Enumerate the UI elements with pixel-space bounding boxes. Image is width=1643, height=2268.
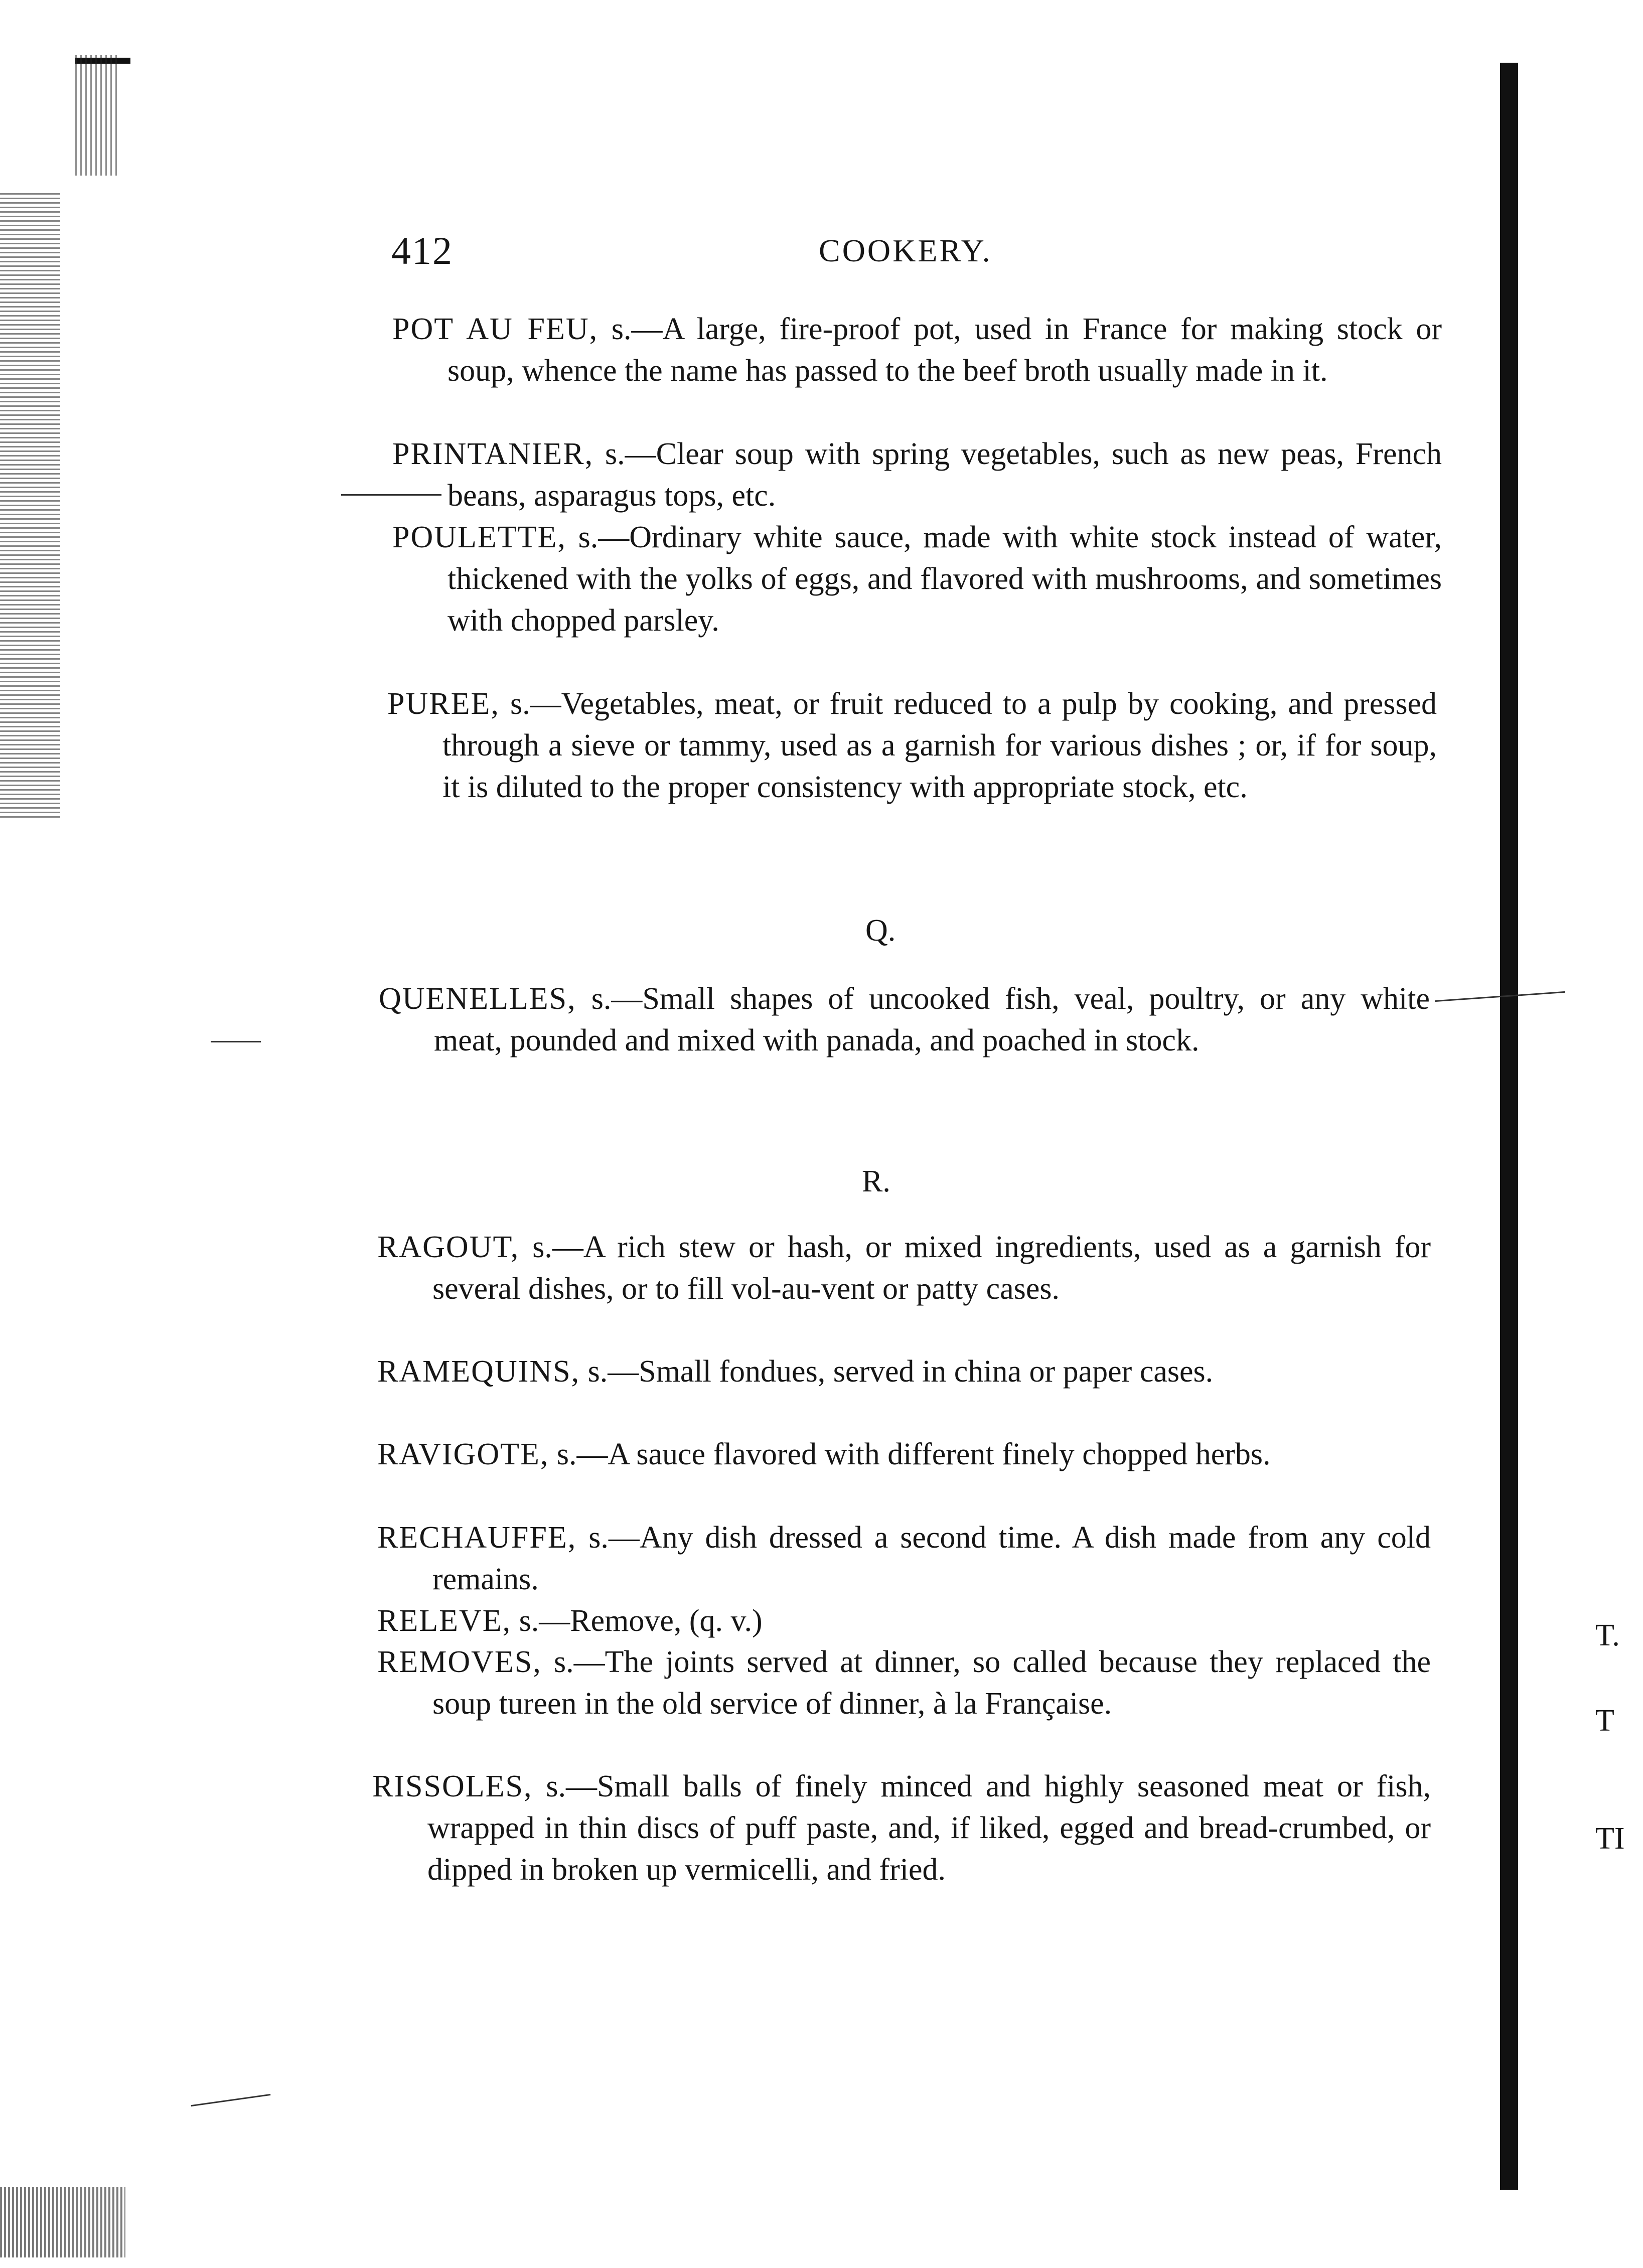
glossary-entry [377, 1600, 1431, 1642]
entry-definition: s.—A sauce flavored with different finely chopped herbs. [549, 1437, 1271, 1471]
entry-definition: s.—Remove, (q. v.) [511, 1604, 763, 1638]
glossary-entry [377, 1227, 1431, 1310]
entry-definition: s.—Small shapes of uncooked fish, veal, poultry, or any white meat, pounded and mixed with panada, and poached in stock. [434, 982, 1430, 1057]
glossary-entry [392, 517, 1442, 642]
running-title: COOKERY. [819, 233, 992, 268]
section-heading-r: R. [862, 1164, 890, 1198]
glossary-entry [392, 309, 1442, 392]
margin-fragment: T. [1595, 1618, 1620, 1652]
margin-fragment: T [1595, 1704, 1614, 1738]
entry-definition: s.—Clear soup with spring vegetables, such as new peas, French beans, asparagus tops, etc. [447, 437, 1442, 513]
entry-headword: RAVIGOTE, [377, 1437, 549, 1471]
entry-headword: PUREE, [387, 687, 500, 721]
entry-headword: RISSOLES, [372, 1769, 533, 1803]
section-heading-q: Q. [865, 914, 896, 948]
scan-edge-bar [1500, 63, 1518, 2190]
page-header [391, 228, 1385, 283]
entry-headword: RAGOUT, [377, 1230, 520, 1264]
glossary-entry [377, 1351, 1431, 1393]
entry-headword: REMOVES, [377, 1645, 542, 1679]
scan-artifact-noise [0, 191, 60, 818]
entry-headword: RELEVE, [377, 1604, 512, 1638]
entry-headword: RAMEQUINS, [377, 1354, 580, 1389]
entry-definition: s.—The joints served at dinner, so called because they replaced the soup tureen in the old service of dinner, à la Française. [432, 1645, 1431, 1721]
entry-headword: RECHAUFFE, [377, 1521, 577, 1555]
entry-definition: s.—Ordinary white sauce, made with white stock instead of water, thickened with the yolks of eggs, and flavored with mushrooms, and sometimes with chopped parsley. [447, 520, 1442, 638]
entry-headword: QUENELLES, [379, 982, 576, 1016]
entry-definition: s.—A rich stew or hash, or mixed ingredients, used as a garnish for several dishes, or to fill vol-au-vent or patty cases. [432, 1230, 1431, 1306]
entry-definition: s.—A large, fire-proof pot, used in France for making stock or soup, whence the name has passed to the beef broth usually made in it. [447, 312, 1442, 388]
entry-definition: s.—Small balls of finely minced and highly seasoned meat or fish, wrapped in thin discs of puff paste, and, if liked, egged and bread-crumbed, or dipped in broken up vermicelli, and fried. [427, 1769, 1431, 1887]
glossary-entry [377, 1517, 1431, 1600]
entry-headword: POT AU FEU, [392, 312, 599, 346]
glossary-entry [377, 1434, 1431, 1475]
glossary-entry [372, 1766, 1431, 1891]
entry-definition: s.—Small fondues, served in china or paper cases. [580, 1354, 1214, 1389]
scan-artifact-line [211, 1041, 261, 1042]
entry-headword: POULETTE, [392, 520, 566, 554]
margin-fragment: TI [1595, 1822, 1625, 1856]
scan-artifact-noise [75, 55, 120, 176]
entry-definition: s.—Vegetables, meat, or fruit reduced to a pulp by cooking, and pressed through a sieve or tammy, used as a garnish for various dishes ; or, if for soup, it is diluted to the proper consistency with appropriate stock, etc. [442, 687, 1437, 804]
entry-headword: PRINTANIER, [392, 437, 594, 471]
glossary-entry [379, 978, 1430, 1062]
scan-artifact-noise [0, 2187, 125, 2257]
scan-artifact-line [191, 2094, 271, 2106]
entry-definition: s.—Any dish dressed a second time. A dish made from any cold remains. [432, 1521, 1431, 1596]
glossary-entry [392, 433, 1442, 517]
glossary-entry [377, 1641, 1431, 1725]
glossary-entry [387, 683, 1437, 808]
page-number: 412 [391, 229, 453, 272]
